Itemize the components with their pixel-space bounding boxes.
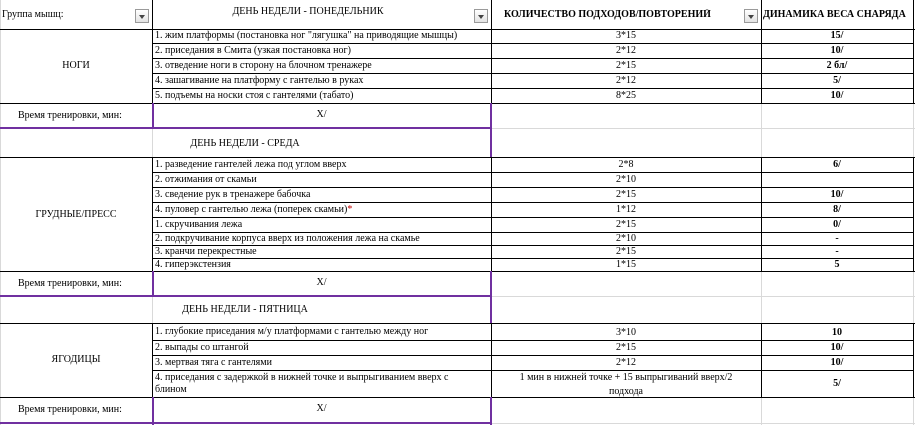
day-header-wednesday: ДЕНЬ НЕДЕЛИ - СРЕДА xyxy=(190,138,300,149)
row-border xyxy=(0,271,915,272)
gridline xyxy=(491,128,915,129)
purple-border xyxy=(0,422,492,424)
exercise-weight[interactable]: 6/ xyxy=(833,159,841,170)
training-time-label: Время тренировки, мин: xyxy=(18,278,122,289)
row-border xyxy=(152,172,913,173)
exercise-sets[interactable]: 2*10 xyxy=(616,174,636,185)
row-border xyxy=(0,103,915,104)
exercise-sets[interactable]: 2*15 xyxy=(616,60,636,71)
exercise-weight[interactable]: - xyxy=(835,246,839,257)
exercise-weight[interactable]: - xyxy=(835,233,839,244)
purple-border xyxy=(490,397,492,425)
purple-border xyxy=(0,295,492,297)
exercise-sets[interactable]: 3*15 xyxy=(616,30,636,41)
exercise-name[interactable]: 3. отведение ноги в сторону на блочном тренажере xyxy=(155,60,372,71)
purple-border xyxy=(490,103,492,157)
exercise-name[interactable]: 1. жим платформы (постановка ног "лягушка" на приводящие мышцы) xyxy=(155,30,458,41)
exercise-weight[interactable]: 10/ xyxy=(830,342,844,353)
row-border xyxy=(152,88,913,89)
exercise-sets[interactable]: 2*12 xyxy=(616,357,636,368)
row-border xyxy=(152,340,913,341)
exercise-sets[interactable]: 2*12 xyxy=(616,45,636,56)
row-border xyxy=(152,43,913,44)
row-border xyxy=(152,187,913,188)
row-border xyxy=(152,370,913,371)
exercise-weight[interactable]: 8/ xyxy=(833,204,841,215)
row-border xyxy=(0,397,915,398)
row-border xyxy=(152,73,913,74)
training-time-value[interactable]: Х/ xyxy=(316,277,327,288)
gridline xyxy=(491,296,915,297)
row-border xyxy=(0,157,915,158)
exercise-sets[interactable]: 8*25 xyxy=(616,90,636,101)
col-border xyxy=(913,323,914,397)
exercise-sets-line2[interactable]: подхода xyxy=(608,386,643,397)
exercise-weight[interactable]: 2 бл/ xyxy=(826,60,848,71)
group-header: Группа мышц: xyxy=(2,9,64,20)
exercise-sets[interactable]: 2*8 xyxy=(618,159,634,170)
exercise-weight[interactable]: 10/ xyxy=(830,90,844,101)
exercise-sets[interactable]: 2*12 xyxy=(616,75,636,86)
exercise-name[interactable]: 2. выпады со штангой xyxy=(155,342,249,353)
training-time-label: Время тренировки, мин: xyxy=(18,404,122,415)
exercise-sets[interactable]: 2*15 xyxy=(616,342,636,353)
exercise-name[interactable]: 3. сведение рук в тренажере бабочка xyxy=(155,189,311,200)
exercise-name[interactable] xyxy=(155,204,352,216)
sets-header: КОЛИЧЕСТВО ПОДХОДОВ/ПОВТОРЕНИЙ xyxy=(504,9,711,20)
exercise-name[interactable]: 4. гиперэкстензия xyxy=(155,259,231,270)
muscle-group-legs: НОГИ xyxy=(62,60,90,71)
exercise-weight[interactable]: 5 xyxy=(834,259,840,270)
col-border xyxy=(913,0,914,103)
exercise-sets[interactable]: 2*15 xyxy=(616,246,636,257)
filter-dropdown-icon[interactable] xyxy=(135,9,149,23)
exercise-name[interactable]: 1. разведение гантелей лежа под углом вверх xyxy=(155,159,347,170)
exercise-name[interactable]: 1. скручивания лежа xyxy=(155,219,243,230)
muscle-group-glutes: ЯГОДИЦЫ xyxy=(51,354,101,365)
purple-border xyxy=(490,271,492,323)
muscle-group-chest-abs: ГРУДНЫЕ/ПРЕСС xyxy=(35,209,117,220)
exercise-weight[interactable]: 10/ xyxy=(830,189,844,200)
gridline xyxy=(491,423,915,424)
row-border xyxy=(152,217,913,218)
training-time-label: Время тренировки, мин: xyxy=(18,110,122,121)
exercise-sets[interactable]: 1*15 xyxy=(616,259,636,270)
exercise-sets[interactable]: 2*10 xyxy=(616,233,636,244)
row-border xyxy=(0,323,915,324)
weight-header: ДИНАМИКА ВЕСА СНАРЯДА xyxy=(763,9,906,20)
row-border xyxy=(152,202,913,203)
training-time-value[interactable]: Х/ xyxy=(316,403,327,414)
row-border xyxy=(152,58,913,59)
day-header-monday: ДЕНЬ НЕДЕЛИ - ПОНЕДЕЛЬНИК xyxy=(232,6,384,17)
filter-dropdown-icon[interactable] xyxy=(474,9,488,23)
exercise-name[interactable]: 3. мертвая тяга с гантелями xyxy=(155,357,272,368)
filter-dropdown-icon[interactable] xyxy=(744,9,758,23)
training-time-value[interactable]: Х/ xyxy=(316,109,327,120)
comment-marker-icon: * xyxy=(347,204,353,215)
exercise-name[interactable]: 3. кранчи перекрестные xyxy=(155,246,257,257)
exercise-name-text: 4. пуловер с гантелью лежа (поперек скамьи) xyxy=(155,204,348,215)
col-border xyxy=(913,157,914,271)
exercise-name[interactable]: 2. подкручивание корпуса вверх из положения лежа на скамье xyxy=(155,233,420,244)
col-border xyxy=(152,323,153,397)
purple-border xyxy=(0,127,492,129)
exercise-name[interactable]: 5. подъемы на носки стоя с гантелями (табато) xyxy=(155,90,354,101)
exercise-sets[interactable]: 2*15 xyxy=(616,219,636,230)
exercise-name[interactable]: 4. зашагивание на платформу с гантелью в руках xyxy=(155,75,364,86)
exercise-name-line1[interactable]: 4. приседания с задержкой в нижней точке и выпрыгиванием вверх с xyxy=(155,372,449,383)
exercise-weight[interactable]: 10/ xyxy=(830,357,844,368)
exercise-weight[interactable]: 10/ xyxy=(830,45,844,56)
exercise-name[interactable]: 1. глубокие приседания м/у платформами с гантелью между ног xyxy=(155,326,429,337)
exercise-name[interactable]: 2. приседания в Смита (узкая постановка ног) xyxy=(155,45,351,56)
exercise-weight[interactable]: 5/ xyxy=(833,75,841,86)
exercise-weight[interactable]: 15/ xyxy=(830,30,844,41)
exercise-name[interactable]: 2. отжимания от скамьи xyxy=(155,174,257,185)
exercise-weight[interactable]: 5/ xyxy=(833,378,841,389)
exercise-sets[interactable]: 3*10 xyxy=(616,327,636,338)
exercise-sets[interactable]: 2*15 xyxy=(616,189,636,200)
col-border xyxy=(152,157,153,271)
exercise-sets[interactable]: 1*12 xyxy=(616,204,636,215)
exercise-weight[interactable]: 10 xyxy=(832,327,842,338)
day-header-friday: ДЕНЬ НЕДЕЛИ - ПЯТНИЦА xyxy=(182,304,308,315)
exercise-sets-line1[interactable]: 1 мин в нижней точке + 15 выпрыгиваний вверх/2 xyxy=(519,372,733,383)
row-border xyxy=(152,355,913,356)
exercise-weight[interactable]: 0/ xyxy=(833,219,841,230)
exercise-name-line2[interactable]: блином xyxy=(155,384,187,395)
